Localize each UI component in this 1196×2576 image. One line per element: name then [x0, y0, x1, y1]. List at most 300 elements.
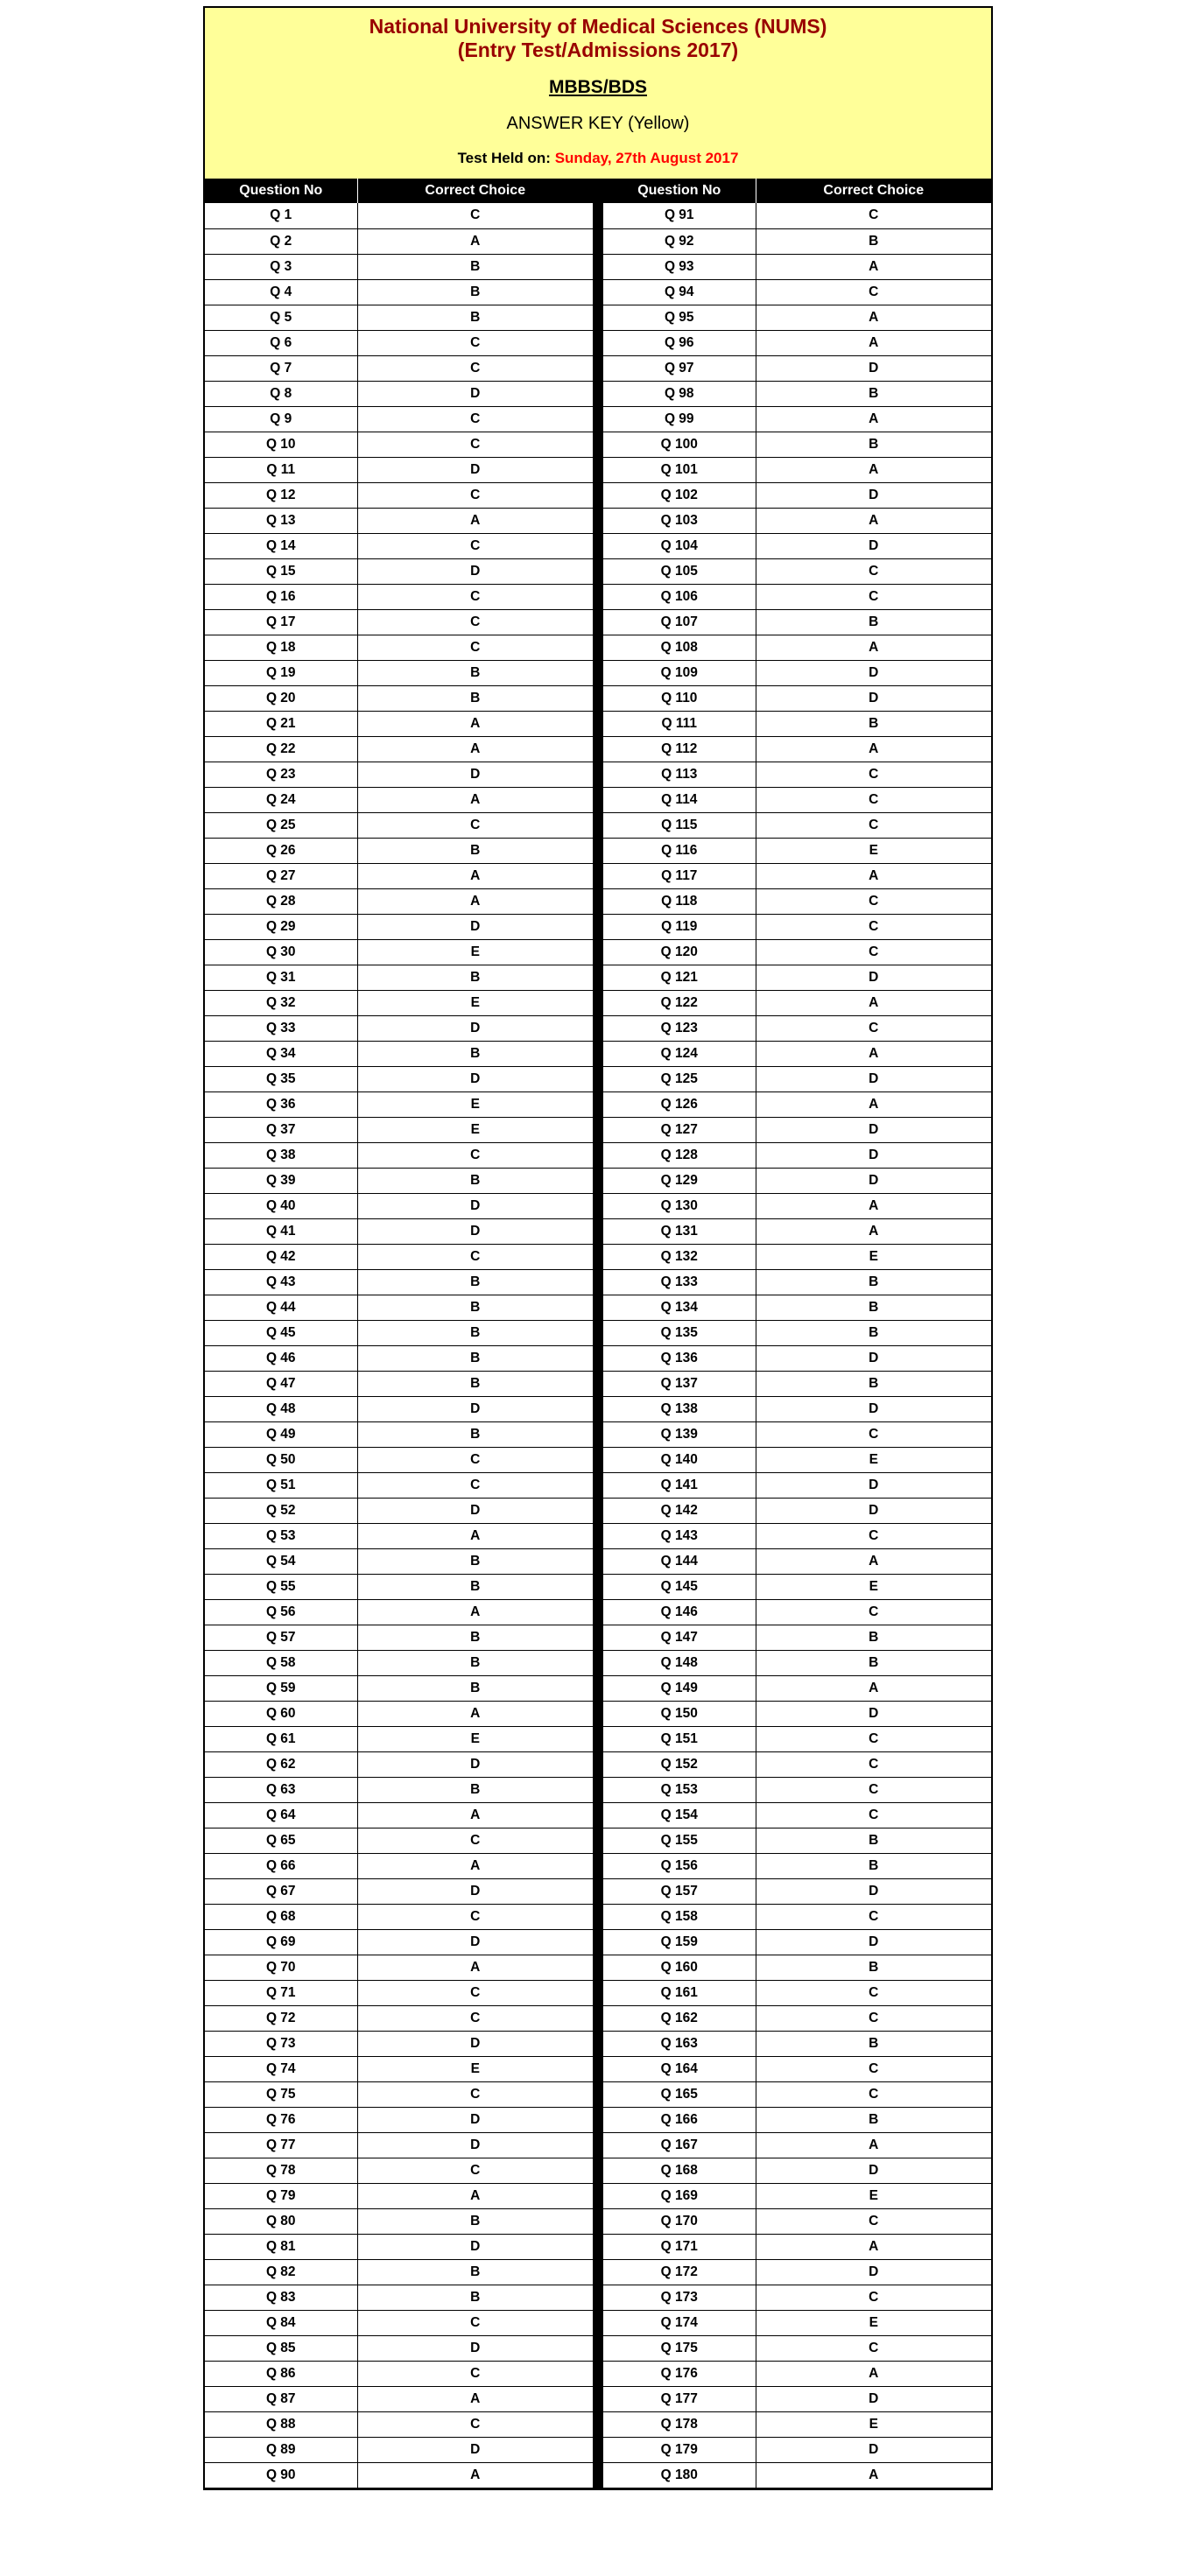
question-number: Q 20 — [205, 685, 357, 711]
table-row — [205, 584, 593, 609]
table-row — [205, 2081, 593, 2107]
table-row — [603, 1320, 991, 1345]
table-row — [603, 1904, 991, 1929]
correct-choice: E — [357, 1117, 593, 1142]
correct-choice: B — [357, 2285, 593, 2310]
table-row — [205, 2208, 593, 2234]
table-row — [603, 381, 991, 406]
correct-choice: A — [756, 254, 991, 279]
correct-choice: C — [357, 2158, 593, 2183]
table-row — [603, 2361, 991, 2386]
correct-choice: B — [756, 609, 991, 635]
table-row — [603, 1751, 991, 1777]
table-row — [603, 1802, 991, 1828]
correct-choice: B — [357, 2259, 593, 2285]
correct-choice: D — [756, 533, 991, 558]
correct-choice: B — [357, 1320, 593, 1345]
question-number: Q 65 — [205, 1828, 357, 1853]
question-number: Q 119 — [603, 914, 756, 939]
correct-choice: C — [756, 203, 991, 228]
correct-choice: C — [357, 1142, 593, 1168]
table-row — [205, 1828, 593, 1853]
correct-choice: C — [357, 584, 593, 609]
table-row — [603, 2310, 991, 2335]
question-number: Q 37 — [205, 1117, 357, 1142]
question-number: Q 173 — [603, 2285, 756, 2310]
table-row — [205, 2132, 593, 2158]
correct-choice: B — [756, 2107, 991, 2132]
table-row — [603, 812, 991, 838]
correct-choice: D — [357, 1498, 593, 1523]
correct-choice: C — [756, 2335, 991, 2361]
correct-choice: B — [756, 1625, 991, 1650]
question-number: Q 102 — [603, 482, 756, 508]
table-row — [205, 2310, 593, 2335]
correct-choice: D — [357, 1066, 593, 1091]
correct-choice: D — [756, 2259, 991, 2285]
correct-choice: E — [756, 1447, 991, 1472]
question-number: Q 148 — [603, 1650, 756, 1675]
table-row — [205, 1345, 593, 1371]
table-row — [205, 2107, 593, 2132]
table-row — [205, 482, 593, 508]
correct-choice: B — [357, 254, 593, 279]
table-row — [205, 558, 593, 584]
correct-choice: B — [357, 1777, 593, 1802]
table-row — [205, 2259, 593, 2285]
table-row — [603, 1371, 991, 1396]
correct-choice: A — [756, 1193, 991, 1218]
table-row — [603, 1650, 991, 1675]
correct-choice: A — [756, 330, 991, 355]
question-number: Q 154 — [603, 1802, 756, 1828]
question-number: Q 54 — [205, 1548, 357, 1574]
table-row — [205, 1650, 593, 1675]
correct-choice: C — [357, 812, 593, 838]
correct-choice: D — [756, 482, 991, 508]
question-number: Q 164 — [603, 2056, 756, 2081]
table-row — [603, 1498, 991, 1523]
table-row — [603, 736, 991, 762]
table-row — [205, 1625, 593, 1650]
question-number: Q 167 — [603, 2132, 756, 2158]
table-row — [205, 279, 593, 305]
question-number: Q 155 — [603, 1828, 756, 1853]
table-row — [603, 432, 991, 457]
table-row — [603, 2208, 991, 2234]
question-number: Q 97 — [603, 355, 756, 381]
table-row — [603, 2107, 991, 2132]
correct-choice: D — [357, 1929, 593, 1955]
table-row — [603, 1878, 991, 1904]
question-number: Q 29 — [205, 914, 357, 939]
question-number: Q 123 — [603, 1015, 756, 1041]
table-row — [205, 2285, 593, 2310]
table-row — [205, 635, 593, 660]
correct-choice: B — [756, 1371, 991, 1396]
correct-choice: A — [357, 2386, 593, 2411]
correct-choice: B — [357, 685, 593, 711]
table-row — [205, 457, 593, 482]
correct-choice: A — [357, 508, 593, 533]
table-row — [603, 228, 991, 254]
question-number: Q 110 — [603, 685, 756, 711]
answer-key-label: ANSWER KEY (Yellow) — [506, 114, 690, 133]
table-row — [603, 1548, 991, 1574]
question-number: Q 93 — [603, 254, 756, 279]
table-row — [603, 2285, 991, 2310]
table-row — [603, 1625, 991, 1650]
question-number: Q 14 — [205, 533, 357, 558]
question-number: Q 98 — [603, 381, 756, 406]
correct-choice: D — [357, 1193, 593, 1218]
question-number: Q 159 — [603, 1929, 756, 1955]
table-row — [205, 1599, 593, 1625]
question-number: Q 95 — [603, 305, 756, 330]
table-row — [603, 254, 991, 279]
table-row — [603, 406, 991, 432]
table-row — [205, 1904, 593, 1929]
question-number: Q 171 — [603, 2234, 756, 2259]
question-number: Q 83 — [205, 2285, 357, 2310]
table-row — [603, 1853, 991, 1878]
question-number: Q 99 — [603, 406, 756, 432]
correct-choice: D — [756, 1066, 991, 1091]
table-row — [205, 685, 593, 711]
correct-choice: D — [357, 2132, 593, 2158]
table-row — [205, 2056, 593, 2081]
correct-choice: A — [357, 1955, 593, 1980]
correct-choice: B — [756, 432, 991, 457]
table-row — [205, 533, 593, 558]
question-number: Q 8 — [205, 381, 357, 406]
question-number: Q 2 — [205, 228, 357, 254]
correct-choice: A — [756, 457, 991, 482]
correct-choice: B — [756, 1320, 991, 1345]
correct-choice: A — [756, 2462, 991, 2488]
question-number: Q 147 — [603, 1625, 756, 1650]
question-number: Q 39 — [205, 1168, 357, 1193]
correct-choice: D — [756, 660, 991, 685]
question-number: Q 117 — [603, 863, 756, 888]
correct-choice: E — [357, 1726, 593, 1751]
correct-choice: D — [756, 1142, 991, 1168]
table-row — [205, 1396, 593, 1421]
question-number: Q 4 — [205, 279, 357, 305]
table-row — [205, 965, 593, 990]
question-number: Q 85 — [205, 2335, 357, 2361]
table-row — [205, 1447, 593, 1472]
table-row — [603, 1574, 991, 1599]
question-number: Q 113 — [603, 762, 756, 787]
correct-choice: E — [756, 1244, 991, 1269]
question-number: Q 128 — [603, 1142, 756, 1168]
question-number: Q 162 — [603, 2005, 756, 2031]
table-row — [603, 2411, 991, 2437]
correct-choice: C — [756, 584, 991, 609]
table-row — [205, 228, 593, 254]
question-number: Q 141 — [603, 1472, 756, 1498]
question-number: Q 9 — [205, 406, 357, 432]
question-number: Q 139 — [603, 1421, 756, 1447]
table-row — [603, 558, 991, 584]
question-number: Q 177 — [603, 2386, 756, 2411]
correct-choice: C — [756, 787, 991, 812]
table-row — [603, 1726, 991, 1751]
table-row — [205, 1523, 593, 1548]
question-number: Q 121 — [603, 965, 756, 990]
correct-choice: B — [756, 228, 991, 254]
table-row — [205, 2437, 593, 2462]
table-row — [603, 1929, 991, 1955]
table-row — [205, 2335, 593, 2361]
correct-choice: C — [756, 812, 991, 838]
correct-choice: C — [756, 2005, 991, 2031]
table-row — [205, 1701, 593, 1726]
table-row — [603, 1244, 991, 1269]
correct-choice: C — [357, 2005, 593, 2031]
correct-choice: B — [756, 1853, 991, 1878]
question-number: Q 58 — [205, 1650, 357, 1675]
correct-choice: C — [756, 888, 991, 914]
correct-choice: B — [357, 1295, 593, 1320]
question-number: Q 30 — [205, 939, 357, 965]
question-number: Q 118 — [603, 888, 756, 914]
correct-choice: D — [756, 965, 991, 990]
table-row — [205, 1218, 593, 1244]
correct-choice: B — [357, 305, 593, 330]
question-number: Q 111 — [603, 711, 756, 736]
table-row — [205, 1929, 593, 1955]
question-number: Q 61 — [205, 1726, 357, 1751]
table-row — [603, 482, 991, 508]
question-number: Q 48 — [205, 1396, 357, 1421]
correct-choice: C — [756, 1980, 991, 2005]
table-row — [205, 1777, 593, 1802]
correct-choice: A — [756, 1548, 991, 1574]
correct-choice: C — [756, 1904, 991, 1929]
correct-choice: B — [357, 1650, 593, 1675]
table-row — [205, 939, 593, 965]
question-number: Q 114 — [603, 787, 756, 812]
table-row — [603, 2132, 991, 2158]
question-number: Q 73 — [205, 2031, 357, 2056]
correct-choice: A — [756, 508, 991, 533]
column-divider — [593, 179, 603, 2488]
question-number: Q 40 — [205, 1193, 357, 1218]
question-number: Q 15 — [205, 558, 357, 584]
question-number: Q 23 — [205, 762, 357, 787]
correct-choice: C — [756, 939, 991, 965]
question-number: Q 89 — [205, 2437, 357, 2462]
question-number: Q 169 — [603, 2183, 756, 2208]
question-number: Q 42 — [205, 1244, 357, 1269]
correct-choice: C — [357, 2081, 593, 2107]
question-number: Q 62 — [205, 1751, 357, 1777]
table-row — [205, 2183, 593, 2208]
correct-choice: E — [756, 1574, 991, 1599]
correct-choice: D — [357, 2335, 593, 2361]
correct-choice: A — [756, 990, 991, 1015]
correct-choice: C — [756, 279, 991, 305]
table-row — [205, 1548, 593, 1574]
question-number: Q 28 — [205, 888, 357, 914]
question-number: Q 138 — [603, 1396, 756, 1421]
table-row — [603, 1269, 991, 1295]
table-row — [205, 203, 593, 228]
question-number: Q 70 — [205, 1955, 357, 1980]
correct-choice: A — [357, 2183, 593, 2208]
table-row — [205, 1371, 593, 1396]
correct-choice: B — [357, 838, 593, 863]
table-row — [603, 914, 991, 939]
correct-choice: C — [357, 406, 593, 432]
column-header-choice: Correct Choice — [357, 179, 593, 203]
table-row — [603, 279, 991, 305]
question-number: Q 124 — [603, 1041, 756, 1066]
question-number: Q 130 — [603, 1193, 756, 1218]
correct-choice: E — [756, 838, 991, 863]
table-row — [205, 1726, 593, 1751]
table-row — [205, 1802, 593, 1828]
table-row — [603, 1599, 991, 1625]
question-number: Q 50 — [205, 1447, 357, 1472]
correct-choice: E — [756, 2411, 991, 2437]
question-number: Q 101 — [603, 457, 756, 482]
table-row — [205, 863, 593, 888]
table-row — [603, 1523, 991, 1548]
table-row — [603, 1421, 991, 1447]
table-row — [603, 305, 991, 330]
test-date-value: Sunday, 27th August 2017 — [554, 150, 739, 166]
table-row — [205, 660, 593, 685]
correct-choice: C — [357, 2310, 593, 2335]
question-number: Q 38 — [205, 1142, 357, 1168]
table-row — [603, 2437, 991, 2462]
correct-choice: A — [756, 1675, 991, 1701]
correct-choice: C — [357, 609, 593, 635]
table-row — [603, 863, 991, 888]
question-number: Q 129 — [603, 1168, 756, 1193]
table-row — [603, 508, 991, 533]
question-number: Q 76 — [205, 2107, 357, 2132]
correct-choice: A — [756, 863, 991, 888]
question-number: Q 92 — [603, 228, 756, 254]
table-row — [603, 203, 991, 228]
question-number: Q 146 — [603, 1599, 756, 1625]
question-number: Q 35 — [205, 1066, 357, 1091]
correct-choice: C — [756, 1421, 991, 1447]
table-row — [205, 812, 593, 838]
correct-choice: D — [756, 1929, 991, 1955]
question-number: Q 161 — [603, 1980, 756, 2005]
question-number: Q 12 — [205, 482, 357, 508]
correct-choice: C — [357, 1828, 593, 1853]
question-number: Q 133 — [603, 1269, 756, 1295]
question-number: Q 25 — [205, 812, 357, 838]
correct-choice: B — [756, 1650, 991, 1675]
correct-choice: B — [357, 660, 593, 685]
table-row — [205, 330, 593, 355]
question-number: Q 127 — [603, 1117, 756, 1142]
table-row — [205, 2386, 593, 2411]
correct-choice: C — [756, 762, 991, 787]
correct-choice: C — [756, 558, 991, 584]
correct-choice: D — [756, 1168, 991, 1193]
question-number: Q 136 — [603, 1345, 756, 1371]
question-number: Q 69 — [205, 1929, 357, 1955]
correct-choice: B — [357, 965, 593, 990]
question-number: Q 22 — [205, 736, 357, 762]
correct-choice: C — [357, 330, 593, 355]
question-number: Q 6 — [205, 330, 357, 355]
table-row — [205, 1091, 593, 1117]
correct-choice: C — [756, 1802, 991, 1828]
correct-choice: C — [357, 1980, 593, 2005]
question-number: Q 96 — [603, 330, 756, 355]
question-number: Q 156 — [603, 1853, 756, 1878]
correct-choice: A — [756, 2234, 991, 2259]
table-row — [603, 1193, 991, 1218]
correct-choice: A — [357, 2462, 593, 2488]
correct-choice: C — [756, 1523, 991, 1548]
correct-choice: C — [756, 1777, 991, 1802]
table-row — [603, 1980, 991, 2005]
correct-choice: B — [357, 1041, 593, 1066]
table-row — [603, 1142, 991, 1168]
correct-choice: D — [756, 1878, 991, 1904]
correct-choice: C — [756, 1726, 991, 1751]
table-row — [603, 762, 991, 787]
table-row — [205, 305, 593, 330]
admissions-subtitle: (Entry Test/Admissions 2017) — [457, 39, 739, 61]
table-row — [205, 609, 593, 635]
table-row — [603, 2335, 991, 2361]
question-number: Q 170 — [603, 2208, 756, 2234]
question-number: Q 78 — [205, 2158, 357, 2183]
correct-choice: C — [357, 1244, 593, 1269]
question-number: Q 59 — [205, 1675, 357, 1701]
table-row — [205, 1320, 593, 1345]
correct-choice: B — [357, 2208, 593, 2234]
table-row — [603, 1218, 991, 1244]
correct-choice: D — [357, 558, 593, 584]
question-number: Q 145 — [603, 1574, 756, 1599]
question-number: Q 176 — [603, 2361, 756, 2386]
table-row — [205, 1751, 593, 1777]
correct-choice: C — [756, 2208, 991, 2234]
question-number: Q 158 — [603, 1904, 756, 1929]
correct-choice: C — [357, 1904, 593, 1929]
question-number: Q 66 — [205, 1853, 357, 1878]
question-number: Q 153 — [603, 1777, 756, 1802]
table-row — [205, 838, 593, 863]
question-number: Q 63 — [205, 1777, 357, 1802]
question-number: Q 108 — [603, 635, 756, 660]
question-number: Q 178 — [603, 2411, 756, 2437]
correct-choice: C — [756, 1015, 991, 1041]
table-row — [205, 1853, 593, 1878]
correct-choice: A — [357, 1599, 593, 1625]
question-number: Q 105 — [603, 558, 756, 584]
table-row — [603, 2005, 991, 2031]
program-heading: MBBS/BDS — [548, 77, 647, 97]
correct-choice: D — [756, 355, 991, 381]
correct-choice: D — [357, 1015, 593, 1041]
correct-choice: C — [357, 1447, 593, 1472]
table-row — [205, 2234, 593, 2259]
question-number: Q 53 — [205, 1523, 357, 1548]
